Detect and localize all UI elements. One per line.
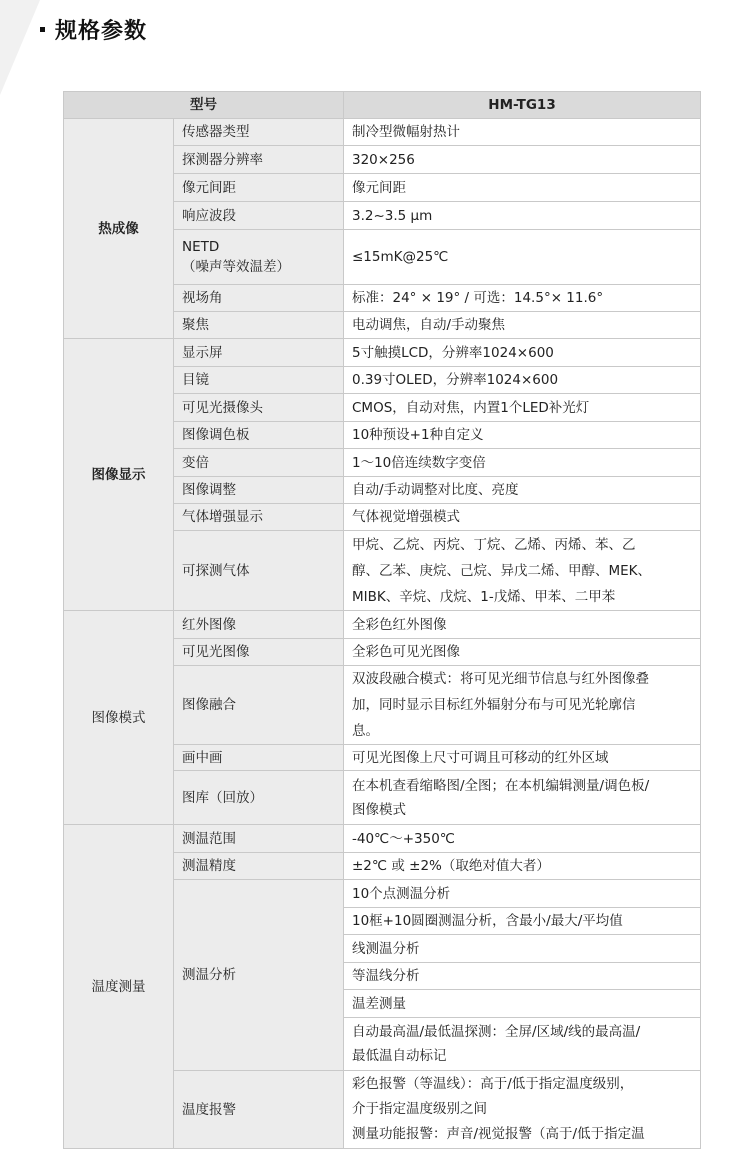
param-label: 可见光摄像头 bbox=[174, 394, 344, 422]
category-display: 图像显示 bbox=[64, 339, 174, 611]
param-value: -40℃～+350℃ bbox=[344, 825, 701, 853]
param-value: ±2℃ 或 ±2%（取绝对值大者） bbox=[344, 853, 701, 880]
param-label: 图像调色板 bbox=[174, 422, 344, 449]
value-line: 彩色报警（等温线）：高于/低于指定温度级别， bbox=[352, 1076, 634, 1092]
param-value: 标准：24° × 19° / 可选：14.5°× 11.6° bbox=[344, 285, 701, 312]
table-row bbox=[64, 825, 701, 853]
param-label-line: （噪声等效温差） bbox=[182, 259, 290, 275]
param-label: 温度报警 bbox=[174, 1071, 344, 1149]
section-heading bbox=[40, 14, 147, 45]
param-label: 图像融合 bbox=[174, 666, 344, 745]
value-line: 自动最高温/最低温探测：全屏/区域/线的最高温/ bbox=[352, 1024, 641, 1040]
spec-table bbox=[63, 91, 701, 1149]
section-heading-text: 规格参数 bbox=[55, 19, 148, 44]
param-label: 显示屏 bbox=[174, 339, 344, 367]
param-label: 测温范围 bbox=[174, 825, 344, 853]
param-label: 可探测气体 bbox=[174, 531, 344, 611]
param-value: 3.2~3.5 μm bbox=[344, 202, 701, 230]
param-value: 10个点测温分析 bbox=[344, 880, 701, 908]
param-value: ≤15mK@25℃ bbox=[344, 230, 701, 285]
param-value: 5寸触摸LCD，分辨率1024×600 bbox=[344, 339, 701, 367]
param-label: 图库（回放） bbox=[174, 771, 344, 825]
param-value: 320×256 bbox=[344, 146, 701, 174]
param-value: 像元间距 bbox=[344, 174, 701, 202]
param-value: 全彩色可见光图像 bbox=[344, 639, 701, 666]
param-label: 响应波段 bbox=[174, 202, 344, 230]
param-label: 聚焦 bbox=[174, 312, 344, 339]
value-line: 醇、乙苯、庚烷、己烷、异戊二烯、甲醇、MEK、 bbox=[352, 562, 652, 579]
param-value: 制冷型微幅射热计 bbox=[344, 119, 701, 146]
param-label: 变倍 bbox=[174, 449, 344, 477]
table-row bbox=[64, 611, 701, 639]
param-label: 图像调整 bbox=[174, 477, 344, 504]
bullet-icon bbox=[40, 27, 45, 32]
category-thermal: 热成像 bbox=[64, 119, 174, 339]
value-line: 最低温自动标记 bbox=[352, 1048, 447, 1064]
param-label: 气体增强显示 bbox=[174, 504, 344, 531]
value-line: 在本机查看缩略图/全图；在本机编辑测量/调色板/ bbox=[352, 777, 650, 794]
param-value bbox=[344, 1018, 701, 1071]
param-value: 气体视觉增强模式 bbox=[344, 504, 701, 531]
param-value: 线测温分析 bbox=[344, 935, 701, 963]
param-label: 传感器类型 bbox=[174, 119, 344, 146]
category-mode: 图像模式 bbox=[64, 611, 174, 825]
param-value: 电动调焦，自动/手动聚焦 bbox=[344, 312, 701, 339]
param-value: 10框+10圆圈测温分析，含最小/最大/平均值 bbox=[344, 908, 701, 935]
param-label: 目镜 bbox=[174, 367, 344, 394]
value-line: 息。 bbox=[352, 723, 379, 739]
value-line: 甲烷、乙烷、丙烷、丁烷、乙烯、丙烯、苯、乙 bbox=[352, 536, 636, 553]
table-header-row bbox=[64, 92, 701, 119]
param-value bbox=[344, 1071, 701, 1149]
param-value: CMOS，自动对焦，内置1个LED补光灯 bbox=[344, 394, 701, 422]
value-line: 测量功能报警：声音/视觉报警（高于/低于指定温 bbox=[352, 1126, 645, 1142]
param-value: 0.39寸OLED，分辨率1024×600 bbox=[344, 367, 701, 394]
param-value: 等温线分析 bbox=[344, 963, 701, 990]
param-label: 画中画 bbox=[174, 745, 344, 771]
param-value: 1～10倍连续数字变倍 bbox=[344, 449, 701, 477]
value-line: 介于指定温度级别之间 bbox=[352, 1101, 487, 1117]
param-value: 全彩色红外图像 bbox=[344, 611, 701, 639]
param-label-line: NETD bbox=[182, 239, 220, 255]
param-label: 红外图像 bbox=[174, 611, 344, 639]
value-line: 加，同时显示目标红外辐射分布与可见光轮廓信 bbox=[352, 697, 636, 713]
param-value bbox=[344, 771, 701, 825]
value-line: MIBK、辛烷、戊烷、1-戊烯、甲苯、二甲苯 bbox=[352, 588, 616, 605]
param-value bbox=[344, 531, 701, 611]
table-row bbox=[64, 339, 701, 367]
param-label: 测温精度 bbox=[174, 853, 344, 880]
param-label bbox=[174, 230, 344, 285]
param-label: 像元间距 bbox=[174, 174, 344, 202]
param-value bbox=[344, 666, 701, 745]
value-line: 图像模式 bbox=[352, 801, 406, 818]
model-value: HM-TG13 bbox=[344, 92, 701, 119]
param-value: 温差测量 bbox=[344, 990, 701, 1018]
param-value: 自动/手动调整对比度、亮度 bbox=[344, 477, 701, 504]
param-label: 测温分析 bbox=[174, 880, 344, 1071]
model-label: 型号 bbox=[64, 92, 344, 119]
param-label: 探测器分辨率 bbox=[174, 146, 344, 174]
value-line: 双波段融合模式：将可见光细节信息与红外图像叠 bbox=[352, 671, 649, 687]
param-label: 视场角 bbox=[174, 285, 344, 312]
param-label: 可见光图像 bbox=[174, 639, 344, 666]
corner-decoration bbox=[0, 0, 40, 95]
param-value: 10种预设+1种自定义 bbox=[344, 422, 701, 449]
table-row bbox=[64, 119, 701, 146]
category-temperature: 温度测量 bbox=[64, 825, 174, 1149]
param-value: 可见光图像上尺寸可调且可移动的红外区域 bbox=[344, 745, 701, 771]
